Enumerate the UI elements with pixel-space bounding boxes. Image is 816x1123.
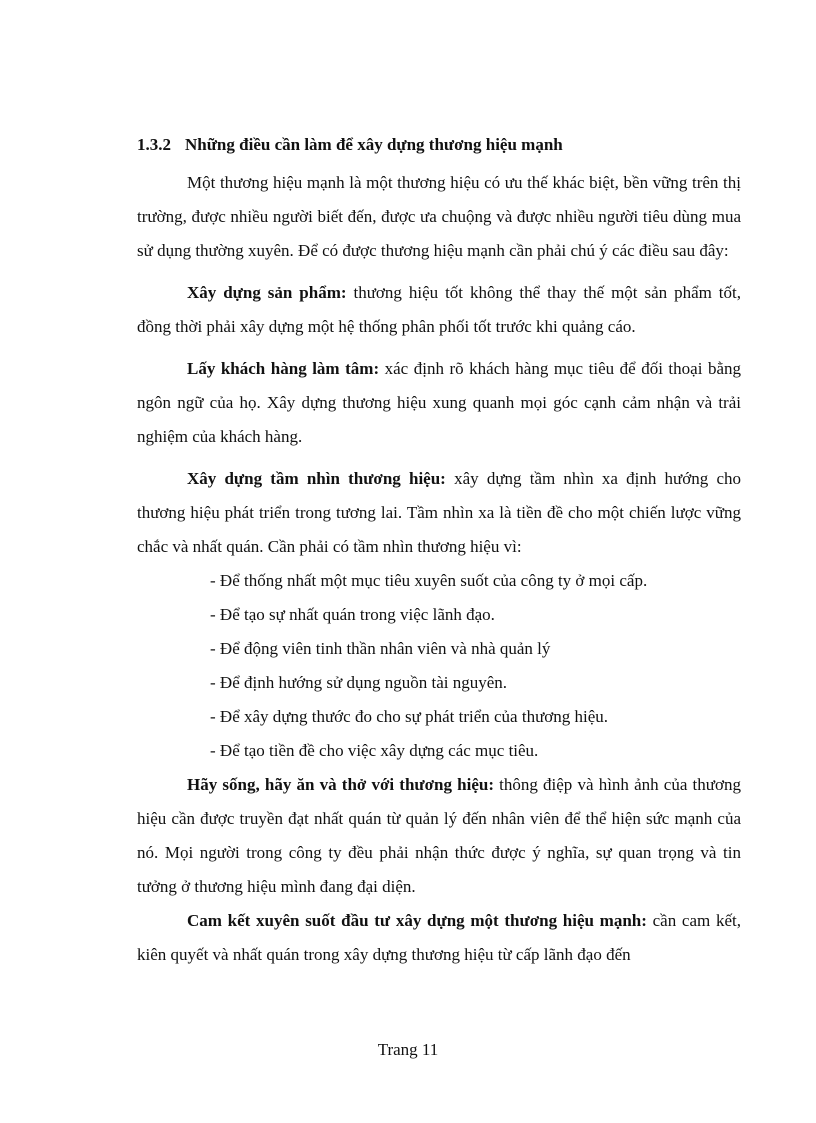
page-number: Trang 11 [377,1040,439,1059]
list-item: - Để thống nhất một mục tiêu xuyên suốt của công ty ở mọi cấp. [210,571,648,590]
item-paragraph-commitment [137,904,741,972]
item-text-vision: xây dựng tầm nhìn xa định hướng cho thương hiệu phát triển trong tương lai. Tầm nhìn xa là tiền đề cho một chiến lược vững chắc và nhất quán. Cần phải có tầm nhìn thương hiệu vì: [137,469,741,556]
intro-paragraph: Một thương hiệu mạnh là một thương hiệu có ưu thế khác biệt, bền vững trên thị trường, được nhiều người biết đến, được ưa chuộng và được nhiều người tiêu dùng mua sử dụng thường xuyên. Để có được thương hiệu mạnh cần phải chú ý các điều sau đây: [137,173,741,260]
item-title-product: Xây dựng sản phẩm: [187,283,347,302]
list-item: - Để định hướng sử dụng nguồn tài nguyên. [210,673,508,692]
item-title-commitment: Cam kết xuyên suốt đầu tư xây dựng một thương hiệu mạnh: [187,911,647,930]
list-item: - Để tạo tiền đề cho việc xây dựng các mục tiêu. [210,741,539,760]
list-item: - Để xây dựng thước đo cho sự phát triển của thương hiệu. [210,707,609,726]
list-item: - Để tạo sự nhất quán trong việc lãnh đạo. [210,605,495,624]
item-title-customer: Lấy khách hàng làm tâm: [187,359,380,378]
item-text-commitment: cần cam kết, kiên quyết và nhất quán trong xây dựng thương hiệu từ cấp lãnh đạo đến [137,911,741,964]
item-text-live-brand: thông điệp và hình ảnh của thương hiệu cần được truyền đạt nhất quán từ quản lý đến nhân viên để thể hiện sức mạnh của nó. Mọi người trong công ty đều phải nhận thức được ý nghĩa, sự quan trọng và tin tưởng ở thương hiệu mình đang đại diện. [137,775,741,896]
vision-reasons-list [137,564,741,768]
item-paragraph-vision [137,462,741,564]
item-text-product: thương hiệu tốt không thể thay thế một sản phẩm tốt, đồng thời phải xây dựng một hệ thống phân phối tốt trước khi quảng cáo. [137,283,741,336]
section-heading [137,132,741,158]
section-number: 1.3.2 [137,135,171,154]
list-item: - Để động viên tinh thần nhân viên và nhà quản lý [210,639,551,658]
page-content [137,132,741,972]
item-title-vision: Xây dựng tầm nhìn thương hiệu: [187,469,446,488]
item-title-live-brand: Hãy sống, hãy ăn và thở với thương hiệu: [187,775,494,794]
section-title: Những điều cần làm để xây dựng thương hiệu mạnh [185,135,563,154]
item-paragraph-product [137,276,741,344]
item-paragraph-live-brand [137,768,741,904]
item-paragraph-customer [137,352,741,454]
item-text-customer: xác định rõ khách hàng mục tiêu để đối thoại bằng ngôn ngữ của họ. Xây dựng thương hiệu xung quanh mọi góc cạnh cảm nhận và trải nghiệm của khách hàng. [137,359,741,446]
